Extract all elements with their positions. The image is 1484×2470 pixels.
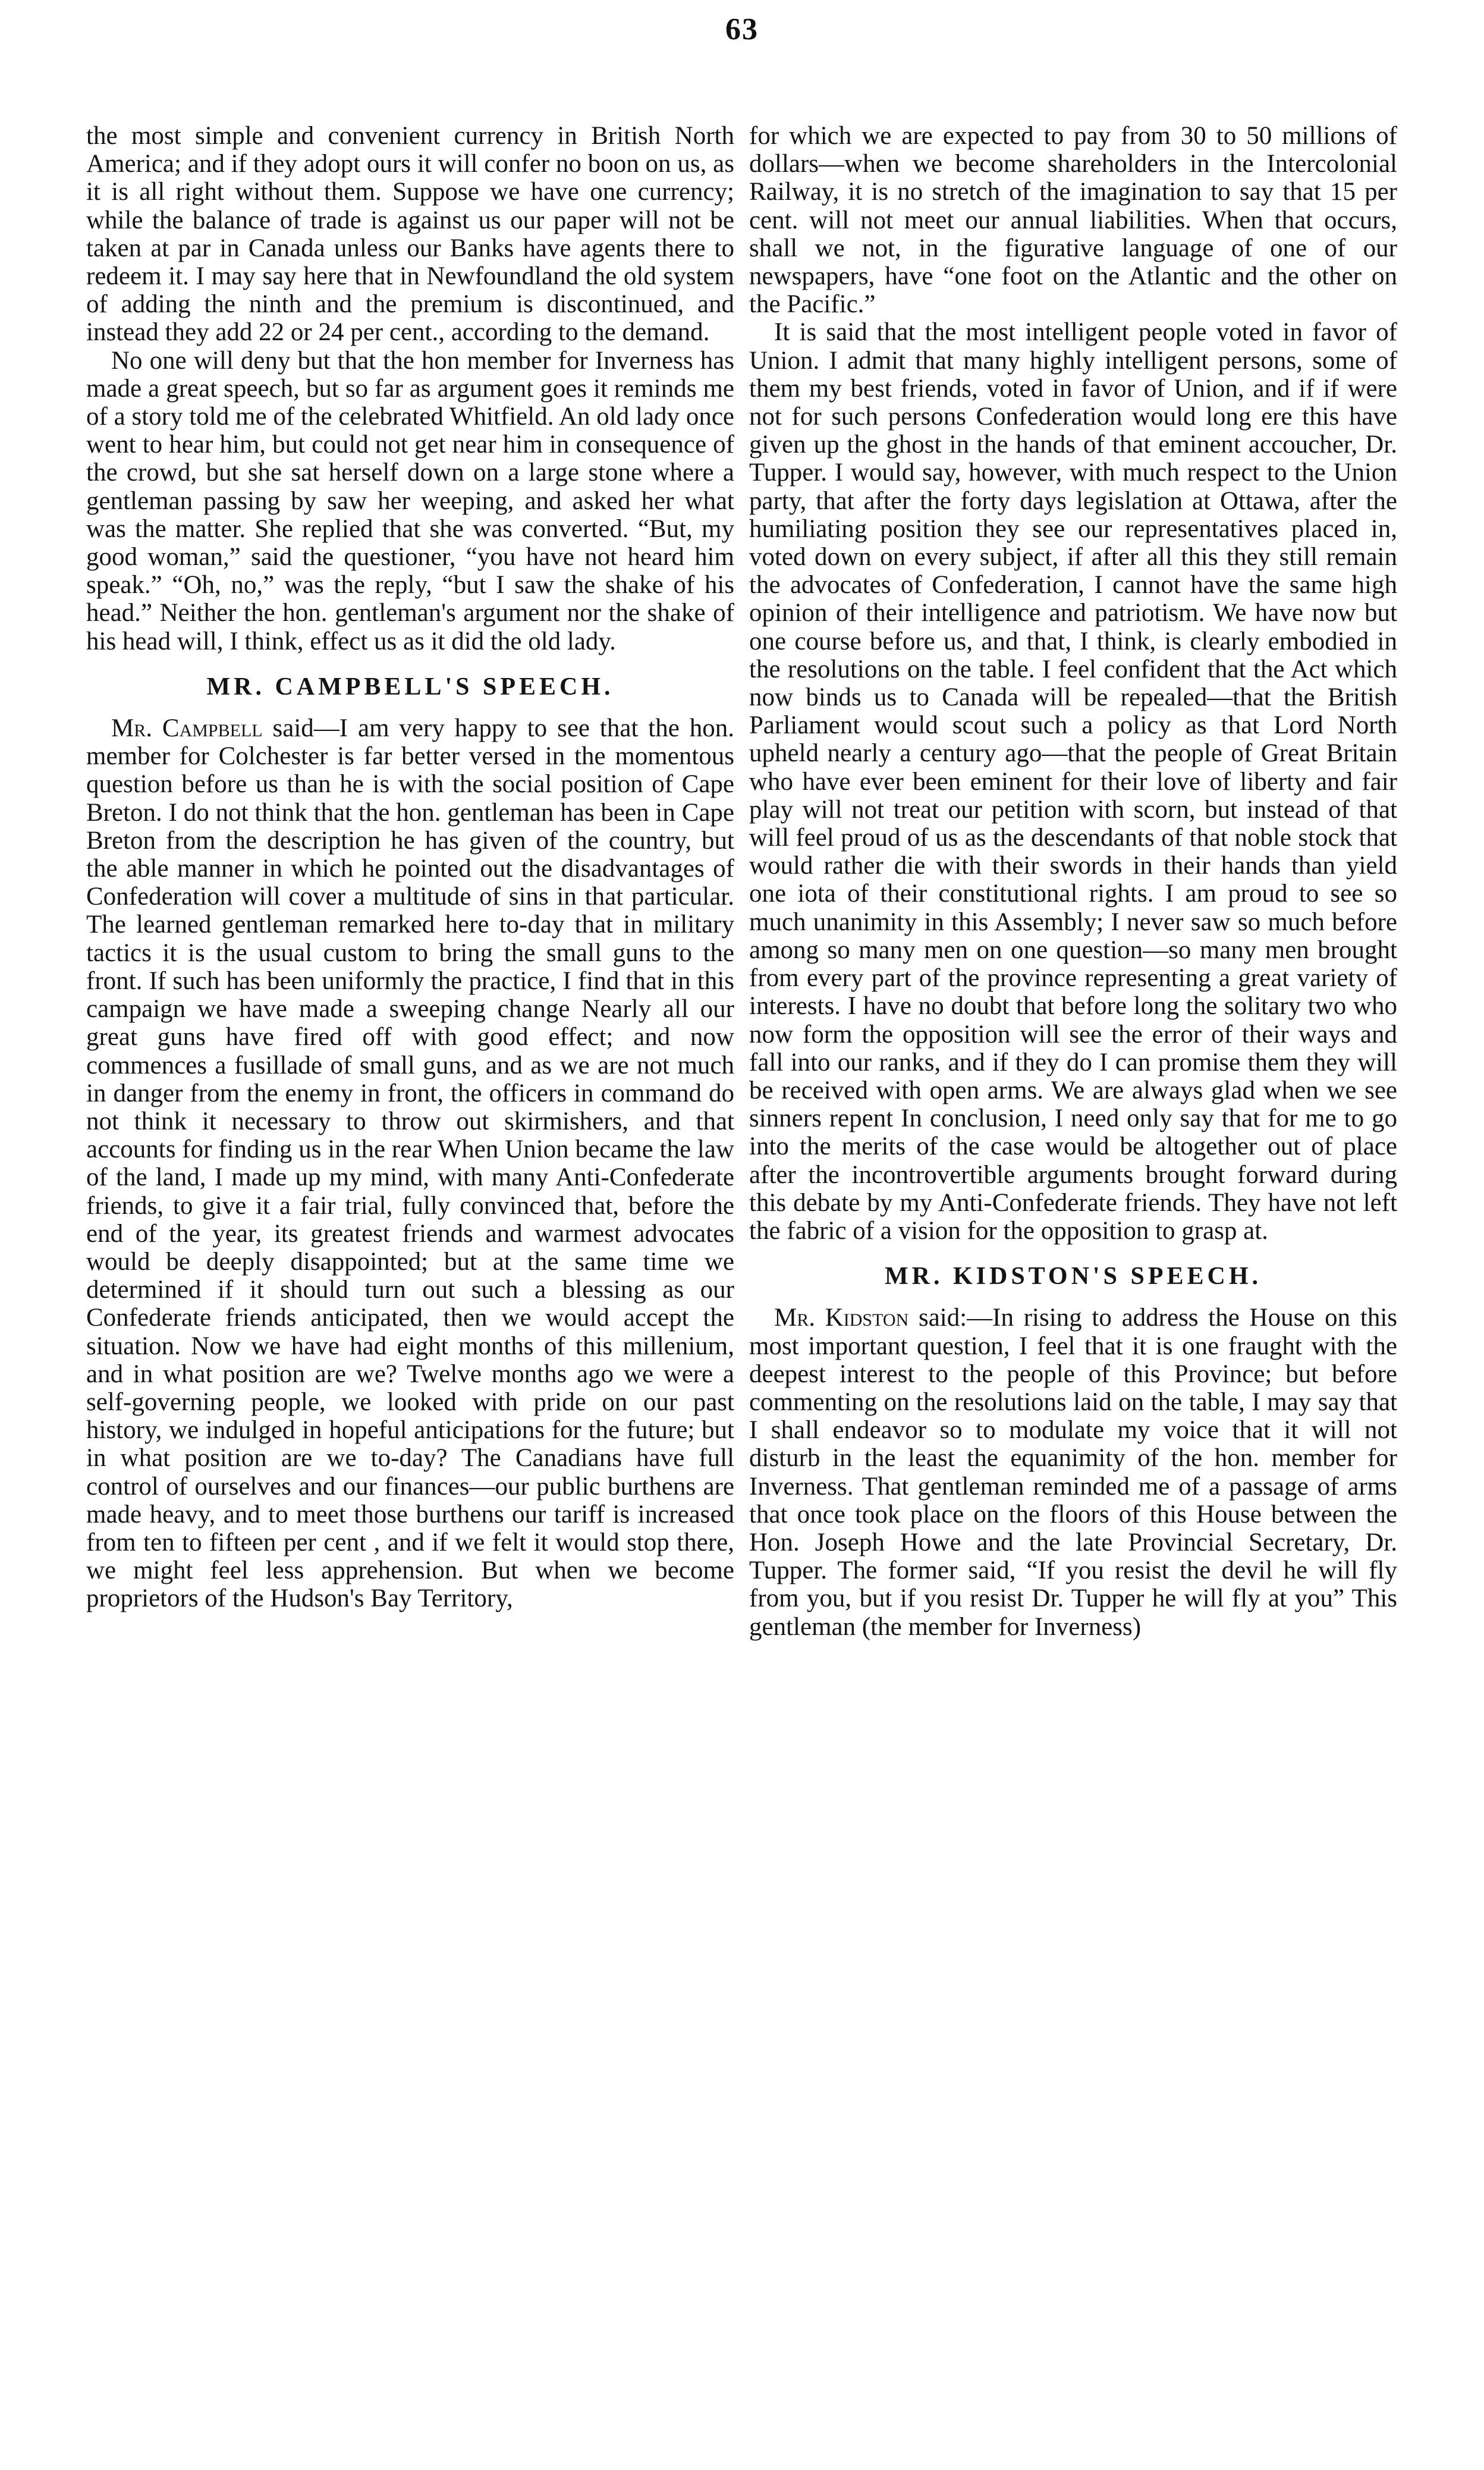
paragraph: No one will deny but that the hon member for Inverness has made a great speech, but so far as argument goes it reminds me of a story told me of the celebrated Whitfield. An old lady once went to hear him, but could not get near him in consequence of the crowd, but she sat herself down on a large stone where a gentleman passing by saw her weeping, and asked her what was the matter. She replied that she was converted. “But, my good woman,” said the questioner, “you have not heard him speak.” “Oh, no,” was the reply, “but I saw the shake of his head.” Neither the hon. gentleman's argument nor the shake of his head will, I think, effect us as it did the old lady. [86,346,734,655]
speaker-name: Mr. Kidston [774,1304,909,1332]
section-heading-campbell: MR. CAMPBELL'S SPEECH. [206,673,614,701]
paragraph: It is said that the most intelligent people voted in favor of Union. I admit that many highly intelligent persons, some of them my best friends, voted in favor of Union, and if if were not for such persons Confederation would long ere this have given up the ghost in the hands of that eminent accoucher, Dr. Tupper. I would say, however, with much respect to the Union party, that after the forty days legislation at Ottawa, after the humiliating position they see our representatives placed in, voted down on every subject, if after all this they still remain the advocates of Confederation, I cannot have the same high opinion of their intelligence and patriotism. We have now but one course before us, and that, I think, is clearly embodied in the resolutions on the table. I feel confident that the Act which now binds us to Canada will be repealed—that the British Parliament would scout such a policy as that Lord North upheld nearly a century ago—that the people of Great Britain who have ever been eminent for their love of liberty and fair play will not treat our petition with scorn, but instead of that will feel proud of us as the descendants of that noble stock that would rather die with their swords in their hands than yield one iota of their constitutional rights. I am proud to see so much unanimity in this Assembly; I never saw so much before among so many men on one question—so many men brought from every part of the province representing a great variety of interests. I have no doubt that before long the solitary two who now form the opposition will see the error of their ways and fall into our ranks, and if they do I can promise them they will be received with open arms. We are always glad when we see sinners repent In conclusion, I need only say that for me to go into the merits of the case would be altogether out of place after the incontrovertible arguments brought forward during this debate by my Anti-Confederate friends. They have not left the fabric of a vision for the opposition to grasp at. [749,318,1397,1245]
paragraph [86,714,734,1613]
page-number: 63 [725,12,759,46]
speaker-name: Mr. Campbell [111,714,263,743]
right-column [749,122,1397,1641]
section-heading-kidston: MR. KIDSTON'S SPEECH. [885,1263,1262,1291]
paragraph: for which we are expected to pay from 30 to 50 millions of dollars—when we become shareholders in the Intercolonial Railway, it is no stretch of the imagination to say that 15 per cent. will not meet our annual liabilities. When that occurs, shall we not, in the figurative language of one of our newspapers, have “one foot on the Atlantic and the other on the Pacific.” [749,122,1397,319]
paragraph [749,1304,1397,1640]
left-column [86,122,734,1613]
paragraph: the most simple and convenient currency in British North America; and if they adopt ours it will confer no boon on us, as it is all right without them. Suppose we have one currency; while the balance of trade is against us our paper will not be taken at par in Canada unless our Banks have agents there to redeem it. I may say here that in Newfoundland the old system of adding the ninth and the premium is discontinued, and instead they add 22 or 24 per cent., according to the demand. [86,122,734,347]
speech-text: said—I am very happy to see that the hon. member for Colchester is far better versed in the momentous question before us than he is with the social position of Cape Breton. I do not think that the hon. gentleman has been in Cape Breton from the description he has given of the country, but the able manner in which he pointed out the disadvantages of Confederation will cover a multitude of sins in that particular. The learned gentleman remarked here to-day that in military tactics it is the usual custom to bring the small guns to the front. If such has been uniformly the practice, I find that in this campaign we have made a sweeping change Nearly all our great guns have fired off with good effect; and now commences a fusillade of small guns, and as we are not much in danger from the enemy in front, the officers in command do not think it necessary to throw out skirmishers, and that accounts for finding us in the rear When Union became the law of the land, I made up my mind, with many Anti-Confederate friends, to give it a fair trial, fully convinced that, before the end of the year, its greatest friends and warmest advocates would be deeply disappointed; but at the same time we determined if it should turn out such a blessing as our Confederate friends anticipated, then we would accept the situation. Now we have had eight months of this millenium, and in what position are we? Twelve months ago we were a self-governing people, we looked with pride on our past history, we indulged in hopeful anticipations for the future; but in what position are we to-day? The Canadians have full control of ourselves and our finances—our public burthens are made heavy, and to meet those burthens our tariff is increased from ten to fifteen per cent , and if we felt it would stop there, we might feel less apprehension. But when we become proprietors of the Hudson's Bay Territory, [86,714,734,1613]
speech-text: said:—In rising to address the House on this most important question, I feel that it is one fraught with the deepest interest to the people of this Province; but before commenting on the resolutions laid on the table, I may say that I shall endeavor so to modulate my voice that it will not disturb in the least the equanimity of the hon. member for Inverness. That gentleman reminded me of a passage of arms that once took place on the floors of this House between the Hon. Joseph Howe and the late Provincial Secretary, Dr. Tupper. The former said, “If you resist the devil he will fly from you, but if you resist Dr. Tupper he will fly at you” This gentleman (the member for Inverness) [749,1304,1397,1641]
